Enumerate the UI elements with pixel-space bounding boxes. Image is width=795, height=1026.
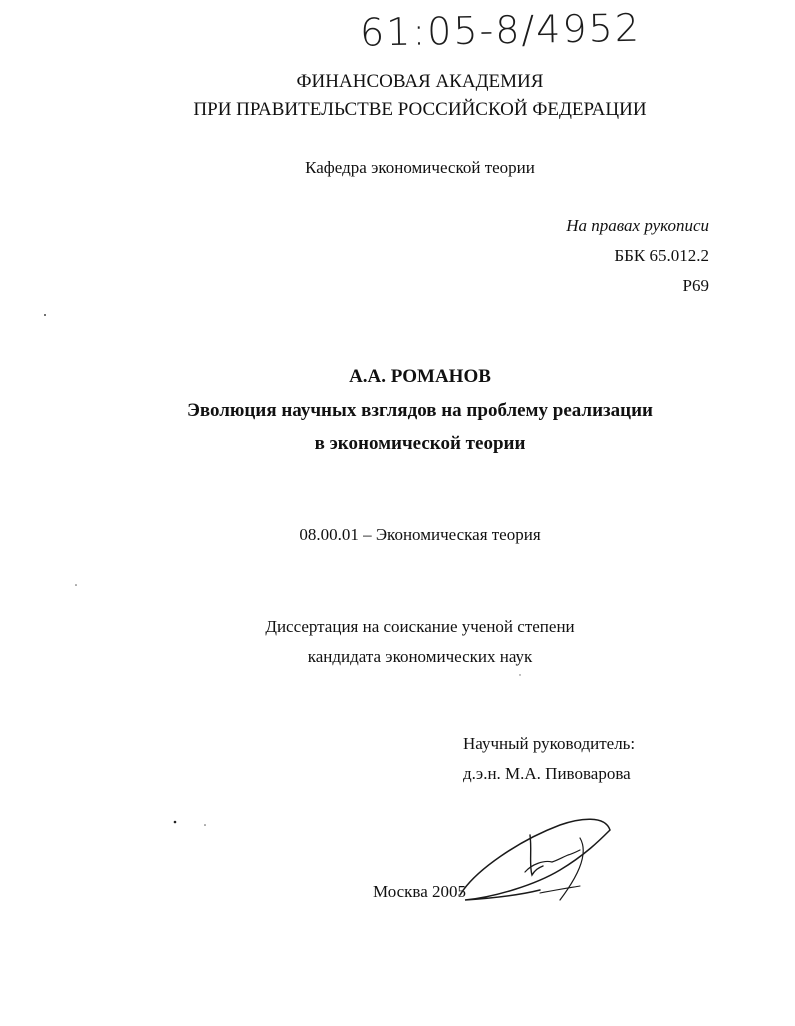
institution-line-1: ФИНАНСОВАЯ АКАДЕМИЯ xyxy=(296,71,544,92)
rights-notice: На правах рукописи xyxy=(566,216,709,235)
archive-number-handwritten: 61:05-8/4952 xyxy=(359,5,642,55)
author-code: Р69 xyxy=(682,276,709,295)
specialty: 08.00.01 – Экономическая теория xyxy=(299,525,541,544)
dissertation-title-line-1: Эволюция научных взглядов на проблему реализации xyxy=(186,400,654,421)
advisor-label: Научный руководитель: xyxy=(463,734,636,753)
dissertation-title-line-2: в экономической теории xyxy=(314,433,526,454)
bbk-code: ББК 65.012.2 xyxy=(614,246,709,265)
signature-image xyxy=(440,800,640,920)
advisor-name: д.э.н. М.А. Пивоварова xyxy=(463,764,631,783)
degree-line-1: Диссертация на соискание ученой степени xyxy=(265,617,575,636)
institution-line-2: ПРИ ПРАВИТЕЛЬСТВЕ РОССИЙСКОЙ ФЕДЕРАЦИИ xyxy=(193,99,647,120)
degree-line-2: кандидата экономических наук xyxy=(307,647,533,666)
department: Кафедра экономической теории xyxy=(305,158,535,177)
author-name: А.А. РОМАНОВ xyxy=(349,366,491,387)
city-year: Москва 2005 xyxy=(373,882,467,901)
